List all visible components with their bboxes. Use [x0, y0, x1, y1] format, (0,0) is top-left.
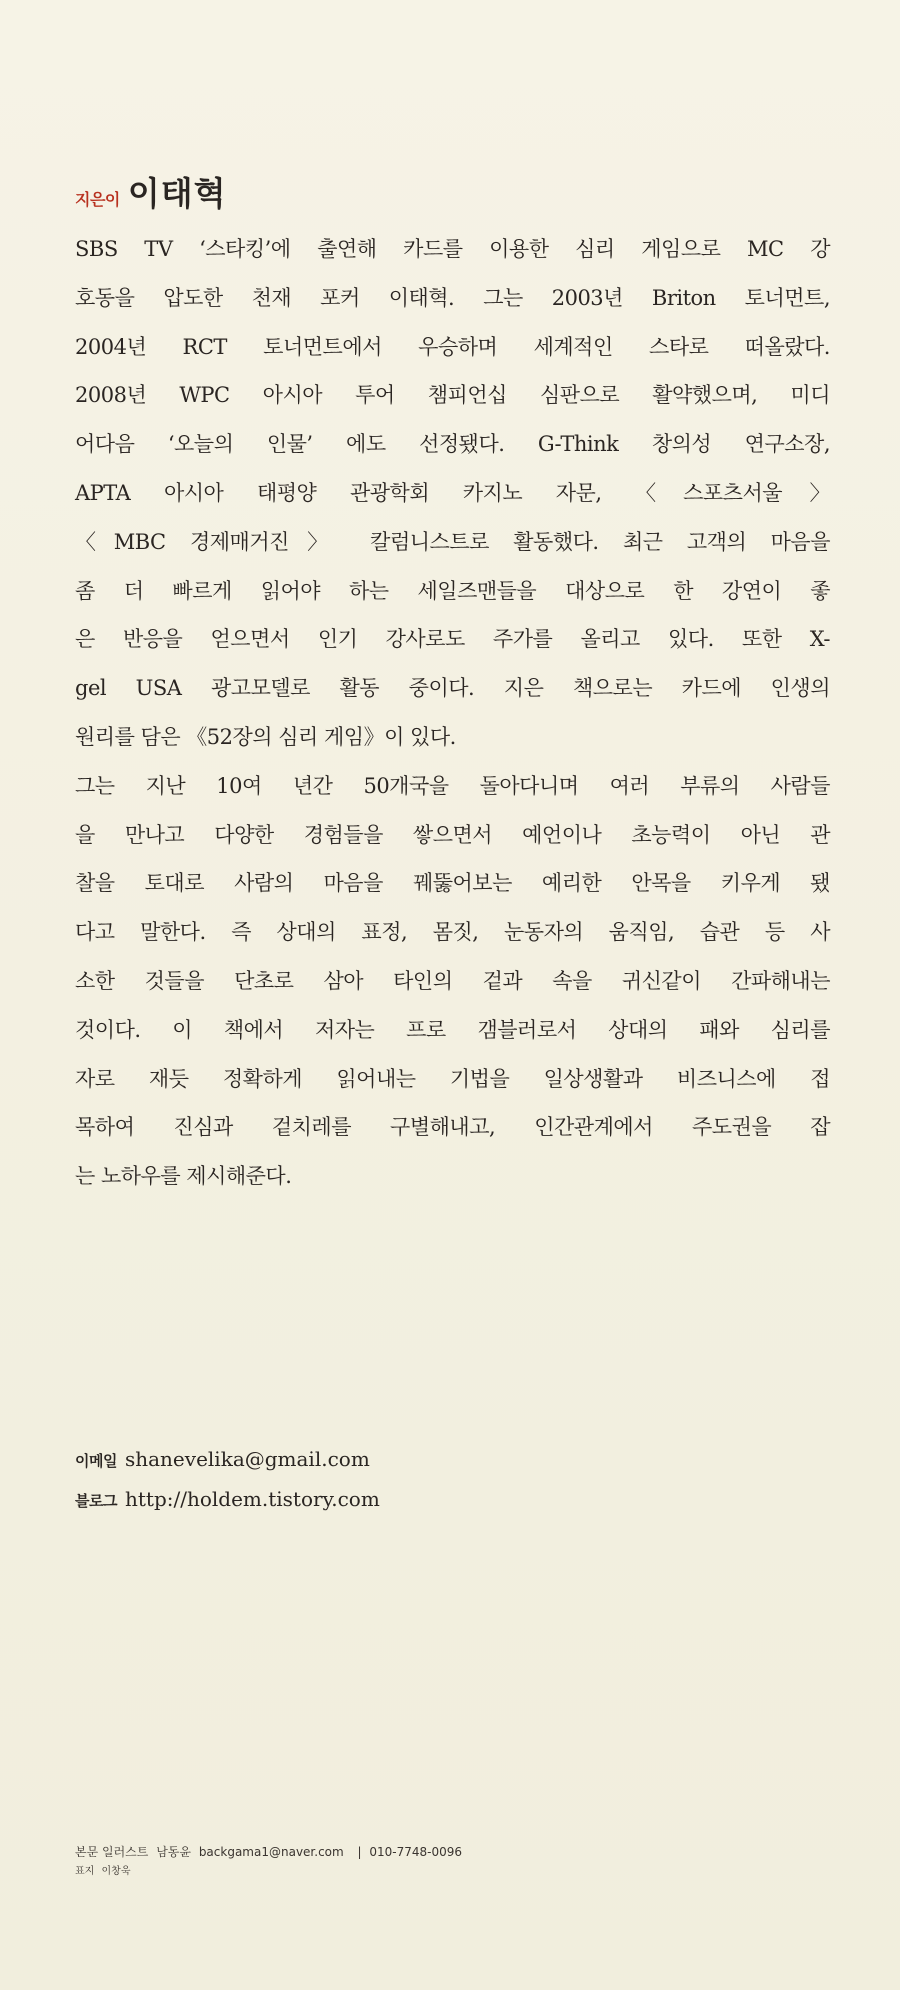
cover-designer: 이창욱	[101, 1866, 131, 1877]
author-heading	[75, 168, 227, 215]
author-name: 이태혁	[127, 174, 227, 213]
bio-line: 찰을 토대로 사람의 마음을 꿰뚫어보는 예리한 안목을 키우게 됐	[75, 871, 830, 896]
bio-line: 〈MBC 경제매거진〉 칼럼니스트로 활동했다. 최근 고객의 마음을	[75, 529, 830, 554]
bio-line: 어다음 ‘오늘의 인물’ 에도 선정됐다. G-Think 창의성 연구소장,	[75, 432, 830, 457]
bio-line: 자로 재듯 정확하게 읽어내는 기법을 일상생활과 비즈니스에 접	[75, 1066, 830, 1091]
bio-line: 2008년 WPC 아시아 투어 챔피언십 심판으로 활약했으며, 미디	[75, 383, 830, 408]
author-biography	[75, 225, 830, 1201]
bio-line: 소한 것들을 단초로 삼아 타인의 겉과 속을 귀신같이 간파해내는	[75, 968, 830, 993]
bio-line: APTA 아시아 태평양 관광학회 카지노 자문, 〈스포츠서울〉	[75, 480, 830, 505]
blog-row	[75, 1479, 380, 1519]
credits	[75, 1842, 466, 1882]
illustration-label: 본문 일러스트	[75, 1845, 149, 1859]
bio-line: 는 노하우를 제시해준다.	[75, 1164, 292, 1189]
bio-line: 을 만나고 다양한 경험들을 쌓으면서 예언이나 초능력이 아닌 관	[75, 822, 830, 847]
illustrator-name: 남동윤	[156, 1845, 191, 1859]
bio-line: gel USA 광고모델로 활동 중이다. 지은 책으로는 카드에 인생의	[75, 676, 830, 701]
illustrator-email: backgama1@naver.com	[198, 1845, 344, 1859]
bio-line: 목하여 진심과 겉치레를 구별해내고, 인간관계에서 주도권을 잡	[75, 1115, 830, 1140]
email-row	[75, 1439, 380, 1479]
email-label: 이메일	[75, 1452, 117, 1470]
bio-line: 은 반응을 얻으면서 인기 강사로도 주가를 올리고 있다. 또한 X-	[75, 627, 830, 652]
contact-info	[75, 1439, 380, 1519]
blog-url: http://holdem.tistory.com	[124, 1487, 380, 1511]
illustration-credit	[75, 1842, 466, 1862]
cover-credit	[75, 1862, 466, 1882]
bio-line: 원리를 담은 《52장의 심리 게임》이 있다.	[75, 724, 456, 749]
bio-line: 호동을 압도한 천재 포커 이태혁. 그는 2003년 Briton 토너먼트,	[75, 285, 830, 310]
email-address: shanevelika@gmail.com	[124, 1447, 370, 1471]
author-role-label: 지은이	[75, 190, 120, 209]
blog-label: 블로그	[75, 1492, 117, 1510]
bio-line: 좀 더 빠르게 읽어야 하는 세일즈맨들을 대상으로 한 강연이 좋	[75, 578, 830, 603]
bio-line: 것이다. 이 책에서 저자는 프로 갬블러로서 상대의 패와 심리를	[75, 1017, 830, 1042]
credit-separator: |	[357, 1845, 362, 1859]
bio-line: 그는 지난 10여 년간 50개국을 돌아다니며 여러 부류의 사람들	[75, 773, 830, 798]
bio-line: 2004년 RCT 토너먼트에서 우승하며 세계적인 스타로 떠올랐다.	[75, 334, 830, 359]
bio-line: SBS TV ‘스타킹’에 출연해 카드를 이용한 심리 게임으로 MC 강	[75, 237, 830, 261]
cover-label: 표지	[75, 1866, 95, 1877]
illustrator-phone: 010-7748-0096	[369, 1845, 463, 1859]
bio-line: 다고 말한다. 즉 상대의 표정, 몸짓, 눈동자의 움직임, 습관 등 사	[75, 920, 830, 945]
